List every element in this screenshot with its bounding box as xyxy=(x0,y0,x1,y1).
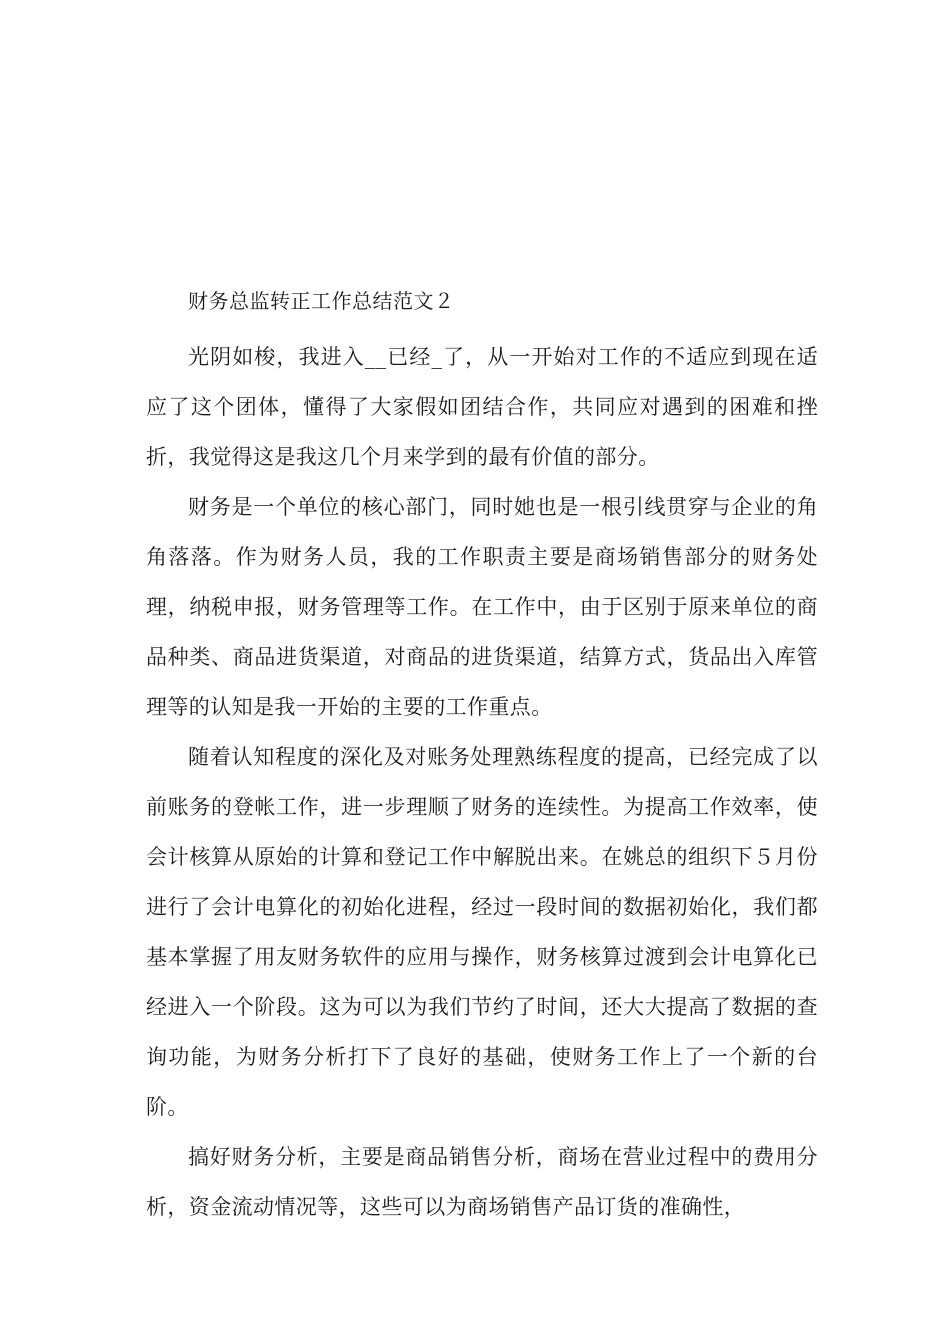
document-title: 财务总监转正工作总结范文２ xyxy=(188,289,455,313)
document-body xyxy=(146,282,818,1232)
paragraph-3: 随着认知程度的深化及对账务处理熟练程度的提高，已经完成了以前账务的登帐工作，进一步理顺了财务的连续性。为提高工作效率，使会计核算从原始的计算和登记工作中解脱出来。在姚总的组织下５月份进行了会计电算化的初始化进程，经过一段时间的数据初始化，我们都基本掌握了用友财务软件的应用与操作，财务核算过渡到会计电算化已经进入一个阶段。这为可以为我们节约了时间，还大大提高了数据的查询功能，为财务分析打下了良好的基础，使财务工作上了一个新的台阶。 xyxy=(146,745,818,1119)
paragraph-4: 搞好财务分析，主要是商品销售分析，商场在营业过程中的费用分析，资金流动情况等，这些可以为商场销售产品订货的准确性， xyxy=(146,1145,818,1219)
paragraph-1: 光阴如梭，我进入__已经_了，从一开始对工作的不适应到现在适应了这个团体，懂得了大家假如团结合作，共同应对遇到的困难和挫折，我觉得这是我这几个月来学到的最有价值的部分。 xyxy=(146,345,818,469)
paragraph-2: 财务是一个单位的核心部门，同时她也是一根引线贯穿与企业的角角落落。作为财务人员，我的工作职责主要是商场销售部分的财务处理，纳税申报，财务管理等工作。在工作中，由于区别于原来单位的商品种类、商品进货渠道，对商品的进货渠道，结算方式，货品出入库管理等的认知是我一开始的主要的工作重点。 xyxy=(146,495,818,719)
